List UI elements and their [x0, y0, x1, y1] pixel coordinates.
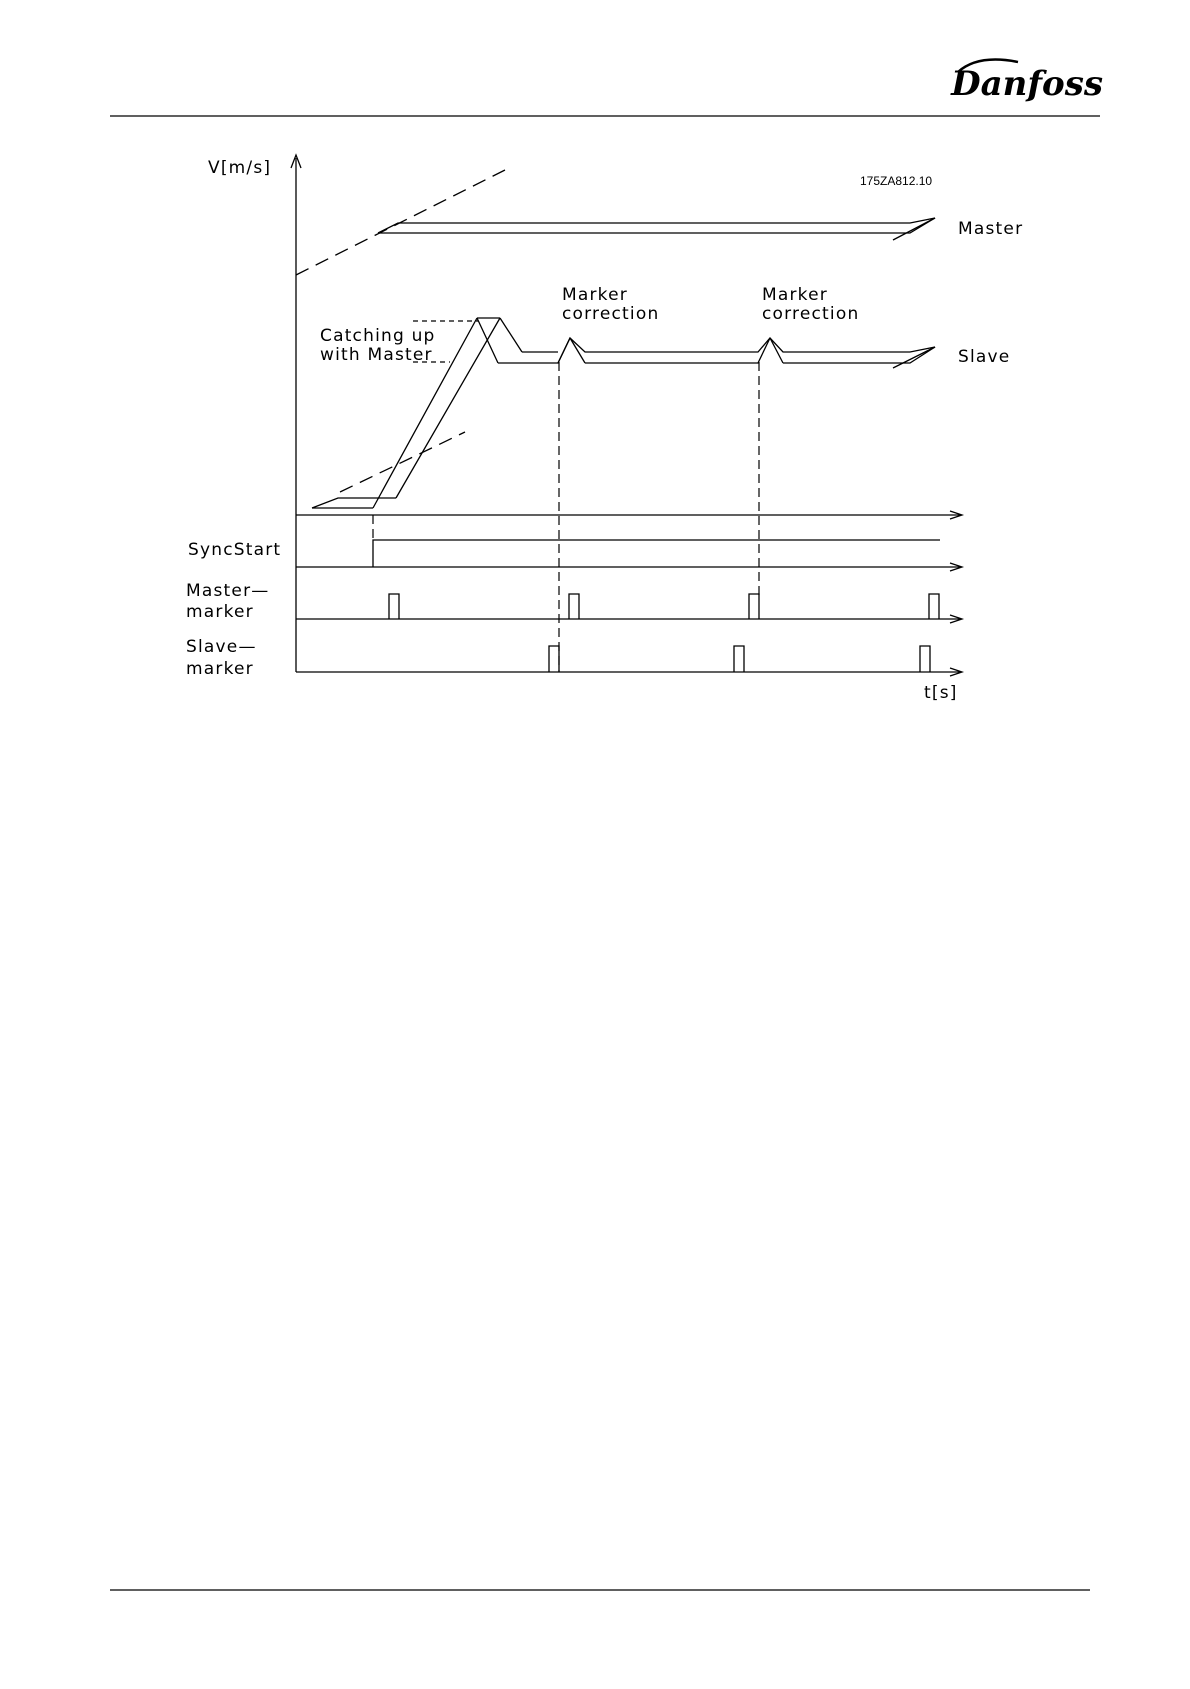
master-marker-label-line2: marker	[186, 602, 254, 622]
x-axis-label: t[s]	[924, 683, 958, 703]
danfoss-logo	[950, 60, 1103, 104]
master-marker-signal	[296, 567, 962, 623]
catching-up-line1: Catching up	[320, 326, 436, 346]
slave-marker-label-line2: marker	[186, 659, 254, 679]
master-curve	[378, 218, 935, 240]
velocity-axis	[291, 155, 301, 515]
marker-correction-2-line1: Marker	[762, 285, 828, 305]
marker-correction-1-line2: correction	[562, 304, 660, 324]
marker-correction-1-line1: Marker	[562, 285, 628, 305]
sync-dashed-lines	[373, 362, 759, 672]
master-marker-label-line1: Master—	[186, 581, 270, 601]
slave-marker-signal	[296, 619, 962, 676]
marker-correction-2-line2: correction	[762, 304, 860, 324]
slave-marker-label-line1: Slave—	[186, 637, 257, 657]
syncstart-label: SyncStart	[188, 540, 282, 560]
diagram-code: 175ZA812.10	[860, 174, 933, 188]
velocity-time-axis	[296, 511, 962, 519]
catching-up-line2: with Master	[320, 345, 433, 365]
slave-label: Slave	[958, 347, 1011, 367]
master-label: Master	[958, 219, 1024, 239]
y-axis-label: V[m/s]	[208, 158, 272, 178]
syncstart-signal	[296, 515, 962, 571]
slave-dashed-reference	[340, 432, 465, 492]
logo-text: Danfoss	[951, 64, 1103, 104]
